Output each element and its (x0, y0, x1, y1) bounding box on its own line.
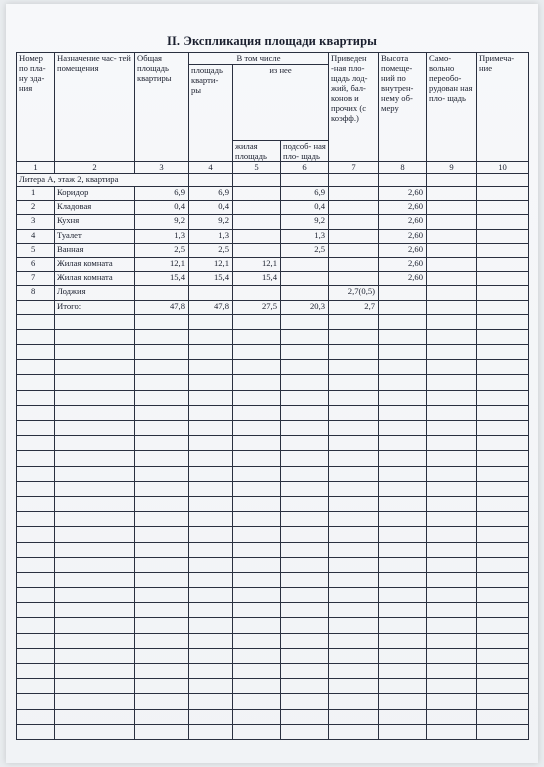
cell-total: 15,4 (135, 272, 189, 286)
totals-loggia-area: 2,7 (329, 300, 379, 314)
cell-loggia (329, 229, 379, 243)
cell-aux: 0,4 (281, 201, 329, 215)
cell-living: 15,4 (233, 272, 281, 286)
blank-row (17, 724, 529, 739)
cell-height (379, 286, 427, 300)
cell-flat: 12,1 (189, 257, 233, 271)
header-room-purpose: Назначение час- тей помещения (55, 53, 135, 162)
header-including: В том числе (189, 53, 329, 65)
blank-row (17, 360, 529, 375)
cell-aux: 2,5 (281, 243, 329, 257)
cell-n: 4 (17, 229, 55, 243)
cell-total: 6,9 (135, 187, 189, 201)
blank-rows (17, 314, 529, 739)
cell-name: Кладовая (55, 201, 135, 215)
header-notes: Примеча- ние (477, 53, 529, 162)
cell-total: 9,2 (135, 215, 189, 229)
cell-n: 3 (17, 215, 55, 229)
section-label: Литера А, этаж 2, квартира (17, 174, 189, 187)
blank-row (17, 314, 529, 329)
cell-height: 2,60 (379, 243, 427, 257)
table-row (17, 286, 529, 300)
cell-loggia (329, 201, 379, 215)
cell-empty (427, 272, 477, 286)
header-total-area: Общая площадь квартиры (135, 53, 189, 162)
table-row (17, 243, 529, 257)
blank-row (17, 451, 529, 466)
column-number-row (17, 162, 529, 174)
table-row (17, 187, 529, 201)
blank-row (17, 375, 529, 390)
header-living-area: жилая площадь (233, 141, 281, 162)
col-number: 4 (189, 162, 233, 174)
blank-row (17, 618, 529, 633)
cell-aux (281, 286, 329, 300)
cell-empty (477, 201, 529, 215)
cell-aux (281, 272, 329, 286)
cell-empty (427, 187, 477, 201)
cell-name: Туалет (55, 229, 135, 243)
col-number: 8 (379, 162, 427, 174)
cell-loggia (329, 243, 379, 257)
cell-empty (427, 243, 477, 257)
table-row (17, 257, 529, 271)
cell-total: 1,3 (135, 229, 189, 243)
cell-living (233, 286, 281, 300)
cell-flat (189, 286, 233, 300)
col-number: 1 (17, 162, 55, 174)
cell-aux: 9,2 (281, 215, 329, 229)
blank-row (17, 512, 529, 527)
cell-n: 5 (17, 243, 55, 257)
blank-row (17, 542, 529, 557)
cell-empty (427, 257, 477, 271)
cell-aux: 6,9 (281, 187, 329, 201)
section-row (17, 174, 529, 187)
cell-n: 1 (17, 187, 55, 201)
header-height: Высота помеще- ний по внутрен- нему об- меру (379, 53, 427, 162)
cell-aux (281, 257, 329, 271)
area-explication-table (16, 52, 529, 740)
cell-n: 8 (17, 286, 55, 300)
header-of-which: из нее (233, 65, 329, 141)
cell-living (233, 187, 281, 201)
header-room-number: Номер по пла- ну зда- ния (17, 53, 55, 162)
totals-flat-area: 47,8 (189, 300, 233, 314)
document-title: II. Экспликация площади квартиры (166, 34, 378, 48)
cell-n: 6 (17, 257, 55, 271)
cell-empty (427, 215, 477, 229)
blank-row (17, 588, 529, 603)
room-rows (17, 187, 529, 301)
totals-living-area: 27,5 (233, 300, 281, 314)
blank-row (17, 694, 529, 709)
cell-flat: 6,9 (189, 187, 233, 201)
cell-living: 12,1 (233, 257, 281, 271)
cell-empty (477, 286, 529, 300)
cell-name: Ванная (55, 243, 135, 257)
table-row (17, 201, 529, 215)
col-number: 2 (55, 162, 135, 174)
header-reduced-area: Приведен -ная пло- щадь лод- жий, бал- конов и прочих (с коэфф.) (329, 53, 379, 162)
document-sheet (6, 4, 538, 763)
cell-empty (477, 243, 529, 257)
blank-row (17, 527, 529, 542)
cell-empty (477, 215, 529, 229)
blank-row (17, 603, 529, 618)
cell-loggia (329, 257, 379, 271)
blank-row (17, 405, 529, 420)
totals-label: Итого: (55, 300, 135, 314)
cell-flat: 1,3 (189, 229, 233, 243)
blank-row (17, 664, 529, 679)
blank-row (17, 572, 529, 587)
cell-name: Кухня (55, 215, 135, 229)
blank-row (17, 496, 529, 511)
cell-total: 12,1 (135, 257, 189, 271)
cell-empty (427, 286, 477, 300)
col-number: 6 (281, 162, 329, 174)
cell-height: 2,60 (379, 229, 427, 243)
table-row (17, 229, 529, 243)
table-row (17, 272, 529, 286)
cell-n: 7 (17, 272, 55, 286)
table-row (17, 215, 529, 229)
cell-empty (427, 201, 477, 215)
cell-name: Лоджия (55, 286, 135, 300)
cell-flat: 9,2 (189, 215, 233, 229)
cell-empty (477, 257, 529, 271)
cell-flat: 15,4 (189, 272, 233, 286)
cell-flat: 0,4 (189, 201, 233, 215)
col-number: 9 (427, 162, 477, 174)
cell-aux: 1,3 (281, 229, 329, 243)
col-number: 10 (477, 162, 529, 174)
header-row-1 (17, 53, 529, 65)
cell-height: 2,60 (379, 215, 427, 229)
blank-row (17, 390, 529, 405)
blank-row (17, 557, 529, 572)
totals-auxiliary-area: 20,3 (281, 300, 329, 314)
cell-name: Жилая комната (55, 257, 135, 271)
cell-total: 0,4 (135, 201, 189, 215)
header-unauthorized-area: Само- вольно переобо- рудован ная пло- щадь (427, 53, 477, 162)
blank-row (17, 436, 529, 451)
cell-height: 2,60 (379, 187, 427, 201)
cell-loggia (329, 272, 379, 286)
cell-empty (427, 229, 477, 243)
cell-living (233, 215, 281, 229)
cell-height: 2,60 (379, 257, 427, 271)
cell-n: 2 (17, 201, 55, 215)
col-number: 5 (233, 162, 281, 174)
cell-living (233, 229, 281, 243)
col-number: 3 (135, 162, 189, 174)
blank-row (17, 481, 529, 496)
blank-row (17, 633, 529, 648)
blank-row (17, 345, 529, 360)
cell-empty (477, 272, 529, 286)
cell-loggia (329, 187, 379, 201)
cell-living (233, 243, 281, 257)
cell-loggia: 2,7(0,5) (329, 286, 379, 300)
blank-row (17, 679, 529, 694)
cell-height: 2,60 (379, 272, 427, 286)
cell-empty (477, 229, 529, 243)
cell-total (135, 286, 189, 300)
cell-total: 2,5 (135, 243, 189, 257)
blank-row (17, 329, 529, 344)
blank-row (17, 466, 529, 481)
totals-row (17, 300, 529, 314)
blank-row (17, 421, 529, 436)
blank-row (17, 648, 529, 663)
blank-row (17, 709, 529, 724)
cell-flat: 2,5 (189, 243, 233, 257)
totals-total-area: 47,8 (135, 300, 189, 314)
cell-loggia (329, 215, 379, 229)
cell-name: Коридор (55, 187, 135, 201)
cell-height: 2,60 (379, 201, 427, 215)
cell-living (233, 201, 281, 215)
header-auxiliary-area: подсоб- ная пло- щадь (281, 141, 329, 162)
cell-empty (477, 187, 529, 201)
header-flat-area: площадь кварти- ры (189, 65, 233, 162)
cell-name: Жилая комната (55, 272, 135, 286)
col-number: 7 (329, 162, 379, 174)
